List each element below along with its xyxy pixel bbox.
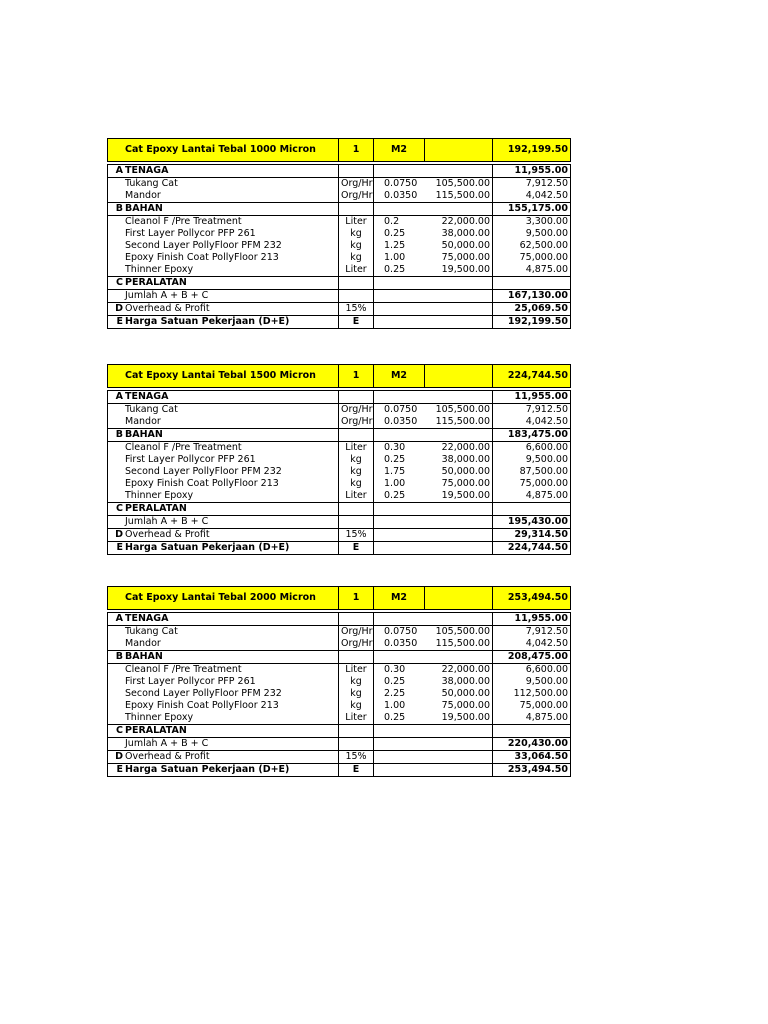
- line-item-row: [108, 240, 571, 252]
- item-name: Mandor: [124, 190, 339, 203]
- item-coefficient: 0.30: [384, 664, 406, 675]
- section-label: BAHAN: [124, 651, 339, 664]
- overhead-percent: 15%: [339, 751, 374, 764]
- section-code: C: [108, 725, 125, 738]
- item-name: Second Layer PollyFloor PFM 232: [124, 688, 339, 700]
- item-unit: Liter: [339, 442, 374, 455]
- section-code: D: [108, 751, 125, 764]
- section-label: PERALATAN: [124, 725, 339, 738]
- work-item-block-2000: [107, 586, 566, 777]
- unit-price-total: 224,744.50: [493, 542, 571, 555]
- line-item-row: [108, 712, 571, 725]
- section-a-row: [108, 165, 571, 178]
- section-code: D: [108, 303, 125, 316]
- line-item-row: [108, 252, 571, 264]
- section-code: B: [108, 429, 125, 442]
- unit-price-col: E: [339, 542, 374, 555]
- quantity: 1: [339, 365, 374, 388]
- section-code: A: [108, 613, 125, 626]
- line-item-row: [108, 228, 571, 240]
- item-name: Tukang Cat: [124, 404, 339, 417]
- item-coefficient: 0.0750: [384, 626, 418, 637]
- item-name: First Layer Pollycor PFP 261: [124, 454, 339, 466]
- item-unit-price: 105,500.00: [425, 626, 493, 639]
- table-header-row: [108, 365, 571, 388]
- item-name: Thinner Epoxy: [124, 712, 339, 725]
- item-coefficient: 0.0750: [384, 178, 418, 189]
- section-c-row: [108, 277, 571, 290]
- item-unit: kg: [339, 688, 374, 700]
- section-total: 208,475.00: [493, 651, 571, 664]
- section-code: E: [108, 316, 125, 329]
- section-d-row: [108, 751, 571, 764]
- item-amount: 4,042.50: [493, 638, 571, 651]
- sum-label: Jumlah A + B + C: [124, 738, 339, 751]
- quantity: 1: [339, 139, 374, 162]
- item-name: First Layer Pollycor PFP 261: [124, 228, 339, 240]
- item-coefficient: 1.75: [384, 466, 406, 477]
- section-label: TENAGA: [124, 613, 339, 626]
- item-coefficient: 2.25: [384, 688, 406, 699]
- item-unit-price: 50,000.00: [425, 688, 493, 700]
- item-unit: Liter: [339, 216, 374, 229]
- unit-price-label: Harga Satuan Pekerjaan (D+E): [124, 542, 339, 555]
- item-coefficient: 0.25: [384, 228, 406, 239]
- section-label: BAHAN: [124, 203, 339, 216]
- overhead-total: 25,069.50: [493, 303, 571, 316]
- unit-price-col: E: [339, 764, 374, 777]
- item-coefficient: 0.25: [384, 264, 406, 275]
- quantity: 1: [339, 587, 374, 610]
- price-analysis-table: [107, 586, 571, 777]
- overhead-percent: 15%: [339, 529, 374, 542]
- item-name: Cleanol F /Pre Treatment: [124, 216, 339, 229]
- line-item-row: [108, 490, 571, 503]
- price-analysis-table: [107, 138, 571, 329]
- item-unit-price: 19,500.00: [425, 490, 493, 503]
- item-unit: Org/Hr: [339, 626, 374, 639]
- line-item-row: [108, 416, 571, 429]
- item-unit-price: 38,000.00: [425, 676, 493, 688]
- item-unit-price: 75,000.00: [425, 252, 493, 264]
- item-name: Epoxy Finish Coat PollyFloor 213: [124, 700, 339, 712]
- item-amount: 4,042.50: [493, 416, 571, 429]
- work-item-title: Cat Epoxy Lantai Tebal 1000 Micron: [124, 139, 339, 162]
- item-unit-price: 75,000.00: [425, 700, 493, 712]
- item-coefficient: 0.30: [384, 442, 406, 453]
- item-name: Thinner Epoxy: [124, 264, 339, 277]
- item-name: Mandor: [124, 638, 339, 651]
- item-amount: 87,500.00: [493, 466, 571, 478]
- item-unit: Liter: [339, 264, 374, 277]
- item-amount: 6,600.00: [493, 664, 571, 677]
- item-amount: 4,875.00: [493, 712, 571, 725]
- item-coefficient: 1.00: [384, 252, 406, 263]
- header-total: 192,199.50: [493, 139, 571, 162]
- unit: M2: [374, 139, 425, 162]
- item-amount: 7,912.50: [493, 404, 571, 417]
- item-coefficient: 0.0350: [384, 416, 418, 427]
- section-total: 155,175.00: [493, 203, 571, 216]
- line-item-row: [108, 676, 571, 688]
- item-coefficient: 0.25: [384, 712, 406, 723]
- sum-total: 195,430.00: [493, 516, 571, 529]
- sum-row: [108, 738, 571, 751]
- section-e-row: [108, 316, 571, 329]
- line-item-row: [108, 478, 571, 490]
- section-b-row: [108, 429, 571, 442]
- line-item-row: [108, 442, 571, 455]
- item-coefficient: 1.25: [384, 240, 406, 251]
- item-amount: 75,000.00: [493, 700, 571, 712]
- line-item-row: [108, 638, 571, 651]
- line-item-row: [108, 664, 571, 677]
- item-name: Epoxy Finish Coat PollyFloor 213: [124, 478, 339, 490]
- item-unit-price: 105,500.00: [425, 404, 493, 417]
- section-code: A: [108, 391, 125, 404]
- item-unit: Org/Hr: [339, 416, 374, 429]
- item-unit: kg: [339, 252, 374, 264]
- item-amount: 4,875.00: [493, 264, 571, 277]
- section-b-row: [108, 651, 571, 664]
- item-name: Tukang Cat: [124, 178, 339, 191]
- line-item-row: [108, 404, 571, 417]
- table-header-row: [108, 587, 571, 610]
- item-unit: kg: [339, 454, 374, 466]
- section-e-row: [108, 542, 571, 555]
- item-unit: Liter: [339, 664, 374, 677]
- unit-price-total: 253,494.50: [493, 764, 571, 777]
- table-header-row: [108, 139, 571, 162]
- unit: M2: [374, 587, 425, 610]
- item-unit: kg: [339, 478, 374, 490]
- unit-price-label: Harga Satuan Pekerjaan (D+E): [124, 764, 339, 777]
- item-name: Second Layer PollyFloor PFM 232: [124, 466, 339, 478]
- section-label: PERALATAN: [124, 277, 339, 290]
- section-total: 11,955.00: [493, 165, 571, 178]
- line-item-row: [108, 466, 571, 478]
- line-item-row: [108, 454, 571, 466]
- item-unit-price: 38,000.00: [425, 228, 493, 240]
- sum-total: 167,130.00: [493, 290, 571, 303]
- item-amount: 9,500.00: [493, 454, 571, 466]
- section-code: B: [108, 651, 125, 664]
- item-coefficient: 0.0350: [384, 638, 418, 649]
- sum-row: [108, 516, 571, 529]
- section-code: A: [108, 165, 125, 178]
- item-unit: Org/Hr: [339, 178, 374, 191]
- item-name: Thinner Epoxy: [124, 490, 339, 503]
- item-unit: Org/Hr: [339, 404, 374, 417]
- item-unit: Org/Hr: [339, 638, 374, 651]
- unit-price-col: E: [339, 316, 374, 329]
- item-unit-price: 50,000.00: [425, 466, 493, 478]
- sum-total: 220,430.00: [493, 738, 571, 751]
- item-amount: 6,600.00: [493, 442, 571, 455]
- line-item-row: [108, 688, 571, 700]
- line-item-row: [108, 216, 571, 229]
- overhead-label: Overhead & Profit: [124, 303, 339, 316]
- item-coefficient: 1.00: [384, 478, 406, 489]
- work-item-title: Cat Epoxy Lantai Tebal 1500 Micron: [124, 365, 339, 388]
- item-coefficient: 1.00: [384, 700, 406, 711]
- section-code: E: [108, 764, 125, 777]
- item-amount: 3,300.00: [493, 216, 571, 229]
- sum-label: Jumlah A + B + C: [124, 516, 339, 529]
- section-code: C: [108, 277, 125, 290]
- section-d-row: [108, 303, 571, 316]
- item-amount: 75,000.00: [493, 252, 571, 264]
- item-unit-price: 50,000.00: [425, 240, 493, 252]
- item-name: Cleanol F /Pre Treatment: [124, 664, 339, 677]
- overhead-percent: 15%: [339, 303, 374, 316]
- item-unit-price: 75,000.00: [425, 478, 493, 490]
- item-unit-price: 19,500.00: [425, 712, 493, 725]
- item-coefficient: 0.25: [384, 676, 406, 687]
- unit: M2: [374, 365, 425, 388]
- item-unit: Liter: [339, 712, 374, 725]
- line-item-row: [108, 178, 571, 191]
- section-b-row: [108, 203, 571, 216]
- item-coefficient: 0.0750: [384, 404, 418, 415]
- item-name: Mandor: [124, 416, 339, 429]
- item-amount: 9,500.00: [493, 228, 571, 240]
- item-unit-price: 38,000.00: [425, 454, 493, 466]
- item-name: Tukang Cat: [124, 626, 339, 639]
- overhead-total: 33,064.50: [493, 751, 571, 764]
- line-item-row: [108, 626, 571, 639]
- section-total: 183,475.00: [493, 429, 571, 442]
- unit-price-total: 192,199.50: [493, 316, 571, 329]
- item-unit: kg: [339, 240, 374, 252]
- section-total: 11,955.00: [493, 613, 571, 626]
- item-unit-price: 105,500.00: [425, 178, 493, 191]
- section-a-row: [108, 613, 571, 626]
- item-name: First Layer Pollycor PFP 261: [124, 676, 339, 688]
- item-unit: Liter: [339, 490, 374, 503]
- item-unit-price: 22,000.00: [425, 442, 493, 455]
- section-label: BAHAN: [124, 429, 339, 442]
- section-c-row: [108, 503, 571, 516]
- item-amount: 75,000.00: [493, 478, 571, 490]
- item-name: Epoxy Finish Coat PollyFloor 213: [124, 252, 339, 264]
- section-total: 11,955.00: [493, 391, 571, 404]
- section-e-row: [108, 764, 571, 777]
- item-amount: 4,042.50: [493, 190, 571, 203]
- section-d-row: [108, 529, 571, 542]
- section-a-row: [108, 391, 571, 404]
- item-unit: kg: [339, 700, 374, 712]
- sum-label: Jumlah A + B + C: [124, 290, 339, 303]
- sum-row: [108, 290, 571, 303]
- header-total: 253,494.50: [493, 587, 571, 610]
- item-amount: 9,500.00: [493, 676, 571, 688]
- section-code: E: [108, 542, 125, 555]
- overhead-label: Overhead & Profit: [124, 751, 339, 764]
- item-amount: 7,912.50: [493, 626, 571, 639]
- item-coefficient: 0.25: [384, 454, 406, 465]
- item-unit: Org/Hr: [339, 190, 374, 203]
- unit-price-label: Harga Satuan Pekerjaan (D+E): [124, 316, 339, 329]
- section-label: TENAGA: [124, 165, 339, 178]
- line-item-row: [108, 264, 571, 277]
- item-unit-price: 22,000.00: [425, 664, 493, 677]
- item-unit-price: 115,500.00: [425, 190, 493, 203]
- work-item-block-1000: [107, 138, 566, 329]
- line-item-row: [108, 700, 571, 712]
- header-total: 224,744.50: [493, 365, 571, 388]
- section-c-row: [108, 725, 571, 738]
- item-name: Second Layer PollyFloor PFM 232: [124, 240, 339, 252]
- item-coefficient: 0.2: [384, 216, 400, 227]
- item-amount: 4,875.00: [493, 490, 571, 503]
- item-unit-price: 115,500.00: [425, 416, 493, 429]
- item-unit-price: 19,500.00: [425, 264, 493, 277]
- section-label: TENAGA: [124, 391, 339, 404]
- work-item-title: Cat Epoxy Lantai Tebal 2000 Micron: [124, 587, 339, 610]
- line-item-row: [108, 190, 571, 203]
- section-code: C: [108, 503, 125, 516]
- item-unit-price: 115,500.00: [425, 638, 493, 651]
- section-code: B: [108, 203, 125, 216]
- item-amount: 62,500.00: [493, 240, 571, 252]
- item-unit-price: 22,000.00: [425, 216, 493, 229]
- item-coefficient: 0.25: [384, 490, 406, 501]
- item-coefficient: 0.0350: [384, 190, 418, 201]
- overhead-total: 29,314.50: [493, 529, 571, 542]
- section-code: D: [108, 529, 125, 542]
- price-analysis-table: [107, 364, 571, 555]
- work-item-block-1500: [107, 364, 566, 555]
- overhead-label: Overhead & Profit: [124, 529, 339, 542]
- item-unit: kg: [339, 466, 374, 478]
- section-label: PERALATAN: [124, 503, 339, 516]
- item-amount: 7,912.50: [493, 178, 571, 191]
- item-amount: 112,500.00: [493, 688, 571, 700]
- item-unit: kg: [339, 676, 374, 688]
- item-name: Cleanol F /Pre Treatment: [124, 442, 339, 455]
- item-unit: kg: [339, 228, 374, 240]
